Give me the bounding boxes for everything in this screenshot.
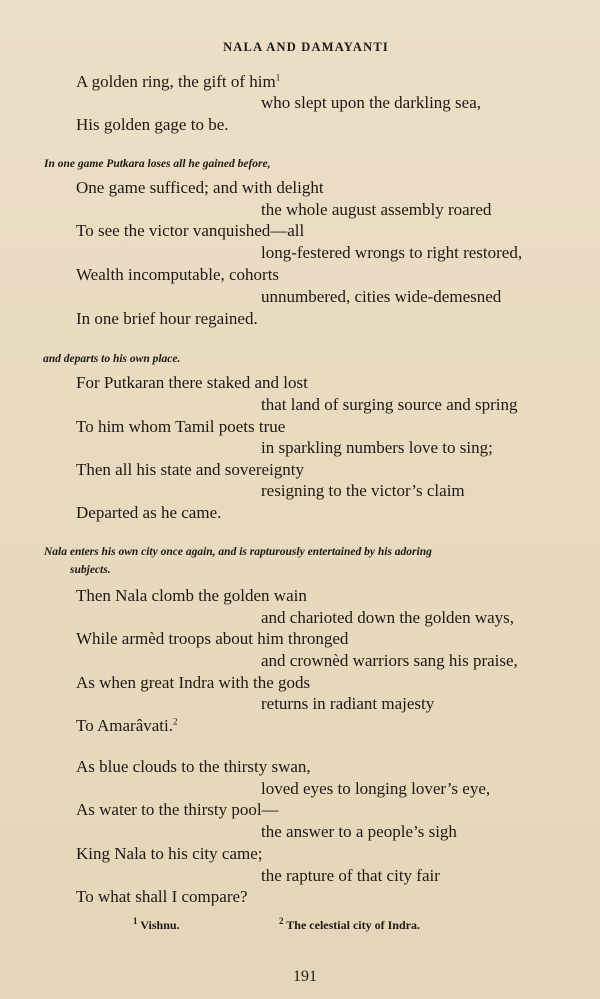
verse-line: To what shall I compare? (76, 887, 248, 906)
verse-line: that land of surging source and spring (261, 395, 518, 414)
marginal-heading: and departs to his own place. (43, 353, 181, 365)
verse-line: returns in radiant majesty (261, 694, 435, 713)
footnote: $^2$ The celestial city of Indra. (279, 916, 420, 932)
verse-line: the whole august assembly roared (261, 200, 492, 219)
verse-line: the answer to a people’s sigh (261, 822, 457, 841)
verse-line: While armèd troops about him thronged (76, 629, 349, 648)
verse-line: Then all his state and sovereignty (76, 460, 305, 479)
marginal-heading: In one game Putkara loses all he gained before, (44, 158, 271, 170)
verse-line: long-festered wrongs to right restored, (261, 243, 523, 262)
verse-line: and charioted down the golden ways, (261, 608, 515, 627)
footnote-ref: 2 (173, 716, 178, 727)
verse-line: One game sufficed; and with delight (76, 178, 324, 197)
verse-line: To see the victor vanquished—all (76, 221, 305, 240)
footnote: $^1$ Vishnu. (133, 916, 180, 932)
verse-line: Then Nala clomb the golden wain (76, 586, 307, 605)
verse-line: loved eyes to longing lover’s eye, (261, 779, 491, 798)
verse-line: unnumbered, cities wide-demesned (261, 287, 502, 306)
verse-line: As when great Indra with the gods (76, 673, 311, 692)
footnote-ref: 1 (275, 72, 281, 83)
verse-line: For Putkaran there staked and lost (76, 373, 308, 392)
footnote-mark: 1 (133, 916, 138, 926)
verse-line: Departed as he came. (76, 503, 222, 522)
verse-line: who slept upon the darkling sea, (261, 93, 482, 112)
marginal-heading-continued: subjects. (70, 564, 111, 576)
verse-line: resigning to the victor’s claim (261, 481, 465, 500)
verse-line: His golden gage to be. (76, 115, 229, 134)
page-number: 191 (293, 968, 317, 985)
verse-line: As water to the thirsty pool— (76, 800, 279, 819)
verse-line: As blue clouds to the thirsty swan, (76, 757, 311, 776)
verse-line: Wealth incomputable, cohorts (76, 265, 280, 284)
verse-line: To him whom Tamil poets true (76, 417, 286, 436)
verse-line: the rapture of that city fair (261, 866, 440, 885)
marginal-heading: Nala enters his own city once again, and is rapturously entertained by his adoring (44, 546, 432, 558)
verse-line: King Nala to his city came; (76, 844, 263, 863)
verse-line: To Amarâvati.$^2$ (76, 716, 178, 735)
running-head: NALA AND DAMAYANTI (223, 40, 389, 54)
verse-line: and crownèd warriors sang his praise, (261, 651, 518, 670)
verse-line: in sparkling numbers love to sing; (261, 438, 493, 457)
footnote-mark: 2 (279, 916, 284, 926)
verse-line: A golden ring, the gift of him$^1$ (76, 72, 281, 91)
verse-line: In one brief hour regained. (76, 309, 258, 328)
